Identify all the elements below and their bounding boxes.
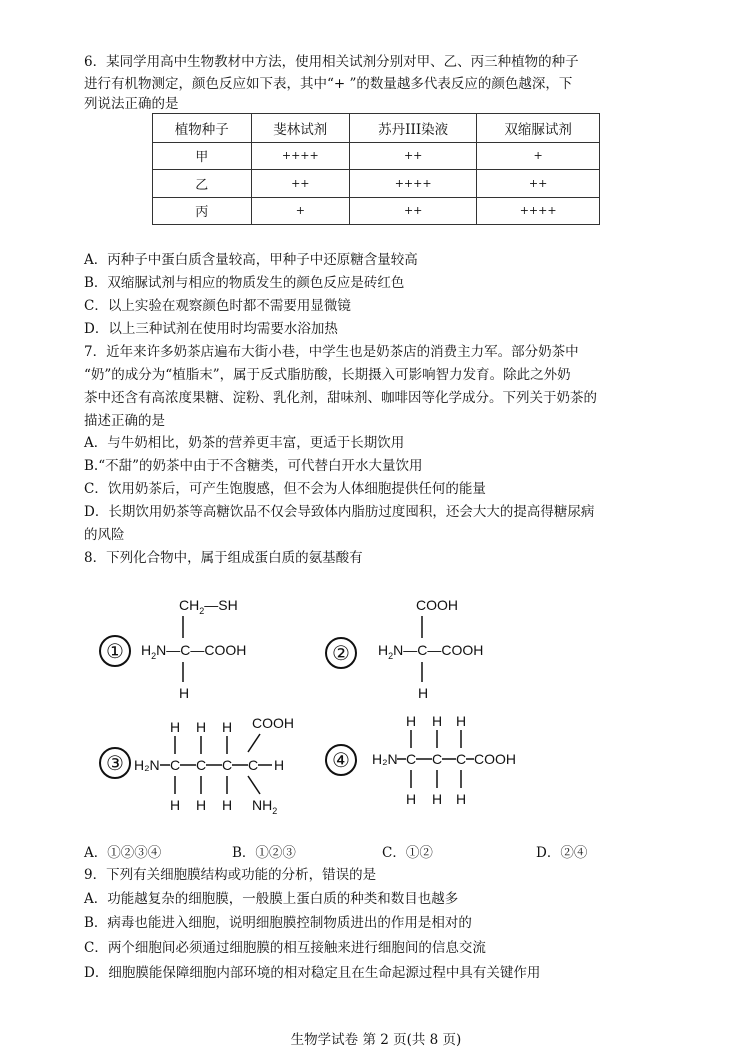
compound-3-carbon: C <box>222 757 233 773</box>
compound-1-label: ① <box>99 635 131 667</box>
compound-3-label: ③ <box>99 747 131 779</box>
compound-2-top-group: COOH <box>416 597 458 613</box>
compound-3-h: H <box>170 797 181 813</box>
q9-stem: 9．下列有关细胞膜结构或功能的分析，错误的是 <box>84 867 377 883</box>
q7-stem-line1: 7．近年来许多奶茶店遍布大街小巷，中学生也是奶茶店的消费主力军。部分奶茶中 <box>84 344 579 360</box>
q6-option-d[interactable]: D．以上三种试剂在使用时均需要水浴加热 <box>84 321 338 337</box>
table-header-row <box>153 114 600 143</box>
compound-4-carbon: C <box>432 751 443 767</box>
q7-stem-line4: 描述正确的是 <box>84 413 165 429</box>
table-row <box>153 142 600 169</box>
q7-option-c[interactable]: C．饮用奶茶后，可产生饱腹感，但不会为人体细胞提供任何的能量 <box>84 481 486 497</box>
compound-4-amino: H₂N <box>372 751 398 767</box>
table-cell: ++++ <box>350 170 477 197</box>
q9-option-d[interactable]: D．细胞膜能保障细胞内部环境的相对稳定且在生命起源过程中具有关键作用 <box>84 965 541 981</box>
compound-3-cooh: COOH <box>252 715 294 731</box>
compound-2-main-chain: $H_2N—C—COOH$ <box>378 642 484 661</box>
q9-option-b[interactable]: B．病毒也能进入细胞，说明细胞膜控制物质进出的作用是相对的 <box>84 915 472 931</box>
compound-4-h: H <box>456 713 467 729</box>
q9-option-c[interactable]: C．两个细胞间必须通过细胞膜的相互接触来进行细胞间的信息交流 <box>84 940 486 956</box>
table-row <box>153 197 600 224</box>
q6-stem-line1: 6．某同学用高中生物教材中方法，使用相关试剂分别对甲、乙、丙三种植物的种子 <box>84 54 579 70</box>
table-cell: + <box>251 197 350 224</box>
compound-3-h: H <box>196 719 207 735</box>
q6-option-b[interactable]: B．双缩脲试剂与相应的物质发生的颜色反应是砖红色 <box>84 275 405 291</box>
compound-4-cooh: COOH <box>474 751 516 767</box>
compound-1-main-chain: $H_2N—C—COOH$ <box>141 642 247 661</box>
compound-3-h: H <box>222 719 233 735</box>
q6-result-table <box>152 113 600 225</box>
compound-4-h: H <box>432 791 443 807</box>
compound-4-h: H <box>406 791 417 807</box>
q6-stem-line3: 列说法正确的是 <box>84 96 179 112</box>
compound-4-carbon: C <box>406 751 417 767</box>
table-cell: ++ <box>251 170 350 197</box>
table-header: 斐林试剂 <box>251 114 350 143</box>
table-header: 苏丹III染液 <box>350 114 477 143</box>
table-header: 双缩脲试剂 <box>477 114 600 143</box>
table-cell: 乙 <box>153 170 252 197</box>
q6-option-a[interactable]: A．丙种子中蛋白质含量较高，甲种子中还原糖含量较高 <box>84 252 418 268</box>
table-cell: ++++ <box>477 197 600 224</box>
q8-options <box>84 841 604 861</box>
compound-3-amino: H₂N <box>134 757 160 773</box>
table-cell: ++++ <box>251 142 350 169</box>
q7-stem-line3: 茶中还含有高浓度果糖、淀粉、乳化剂，甜味剂、咖啡因等化学成分。下列关于奶茶的 <box>84 390 597 406</box>
q8-option-a[interactable]: A．①②③④ <box>84 845 162 861</box>
q8-option-d[interactable]: D．②④ <box>536 845 588 861</box>
q6-option-c[interactable]: C．以上实验在观察颜色时都不需要用显微镜 <box>84 298 351 314</box>
q7-option-b[interactable]: B.“不甜”的奶茶中由于不含糖类，可代替白开水大量饮用 <box>84 458 423 474</box>
compound-1-bottom-h: H <box>179 685 190 701</box>
compound-4-label: ④ <box>325 744 357 776</box>
compound-2-structure <box>372 590 502 710</box>
table-cell: + <box>477 142 600 169</box>
compound-3-carbon: C <box>170 757 181 773</box>
q8-stem: 8．下列化合物中，属于组成蛋白质的氨基酸有 <box>84 550 363 566</box>
q7-stem-line2: “奶”的成分为“植脂末”，属于反式脂肪酸，长期摄入可影响智力发育。除此之外奶 <box>84 367 571 383</box>
compound-1-structure <box>135 590 265 710</box>
q7-option-d-continued: 的风险 <box>84 527 125 543</box>
compound-4-h: H <box>432 713 443 729</box>
table-header: 植物种子 <box>153 114 252 143</box>
compound-3-structure <box>132 708 302 838</box>
table-row <box>153 170 600 197</box>
compound-4-structure <box>370 706 530 816</box>
table-cell: 甲 <box>153 142 252 169</box>
page-footer: 生物学试卷 第 2 页(共 8 页) <box>290 1032 462 1048</box>
compound-2-label: ② <box>325 637 357 669</box>
compound-3-amino-side: $NH_2$ <box>252 797 278 816</box>
compound-3-h: H <box>196 797 207 813</box>
compound-4-h: H <box>456 791 467 807</box>
compound-4-carbon: C <box>456 751 467 767</box>
q7-option-a[interactable]: A．与牛奶相比，奶茶的营养更丰富，更适于长期饮用 <box>84 435 405 451</box>
compound-3-carbon: C <box>248 757 259 773</box>
compound-4-h: H <box>406 713 417 729</box>
q7-option-d[interactable]: D．长期饮用奶茶等高糖饮品不仅会导致体内脂肪过度囤积，还会大大的提高得糖尿病 <box>84 504 595 520</box>
compound-3-h: H <box>274 757 285 773</box>
compound-1-top-group: $CH_2—SH$ <box>179 597 238 616</box>
table-cell: 丙 <box>153 197 252 224</box>
table-cell: ++ <box>350 197 477 224</box>
q9-option-a[interactable]: A．功能越复杂的细胞膜，一般膜上蛋白质的种类和数目也越多 <box>84 891 459 907</box>
compound-3-h: H <box>222 797 233 813</box>
table-cell: ++ <box>350 142 477 169</box>
compound-3-h: H <box>170 719 181 735</box>
q8-option-b[interactable]: B．①②③ <box>232 845 296 861</box>
q8-option-c[interactable]: C．①② <box>382 845 433 861</box>
compound-2-bottom-h: H <box>418 685 429 701</box>
table-cell: ++ <box>477 170 600 197</box>
q6-stem-line2: 进行有机物测定，颜色反应如下表，其中“+ ”的数量越多代表反应的颜色越深，下 <box>84 76 573 92</box>
compound-3-carbon: C <box>196 757 207 773</box>
